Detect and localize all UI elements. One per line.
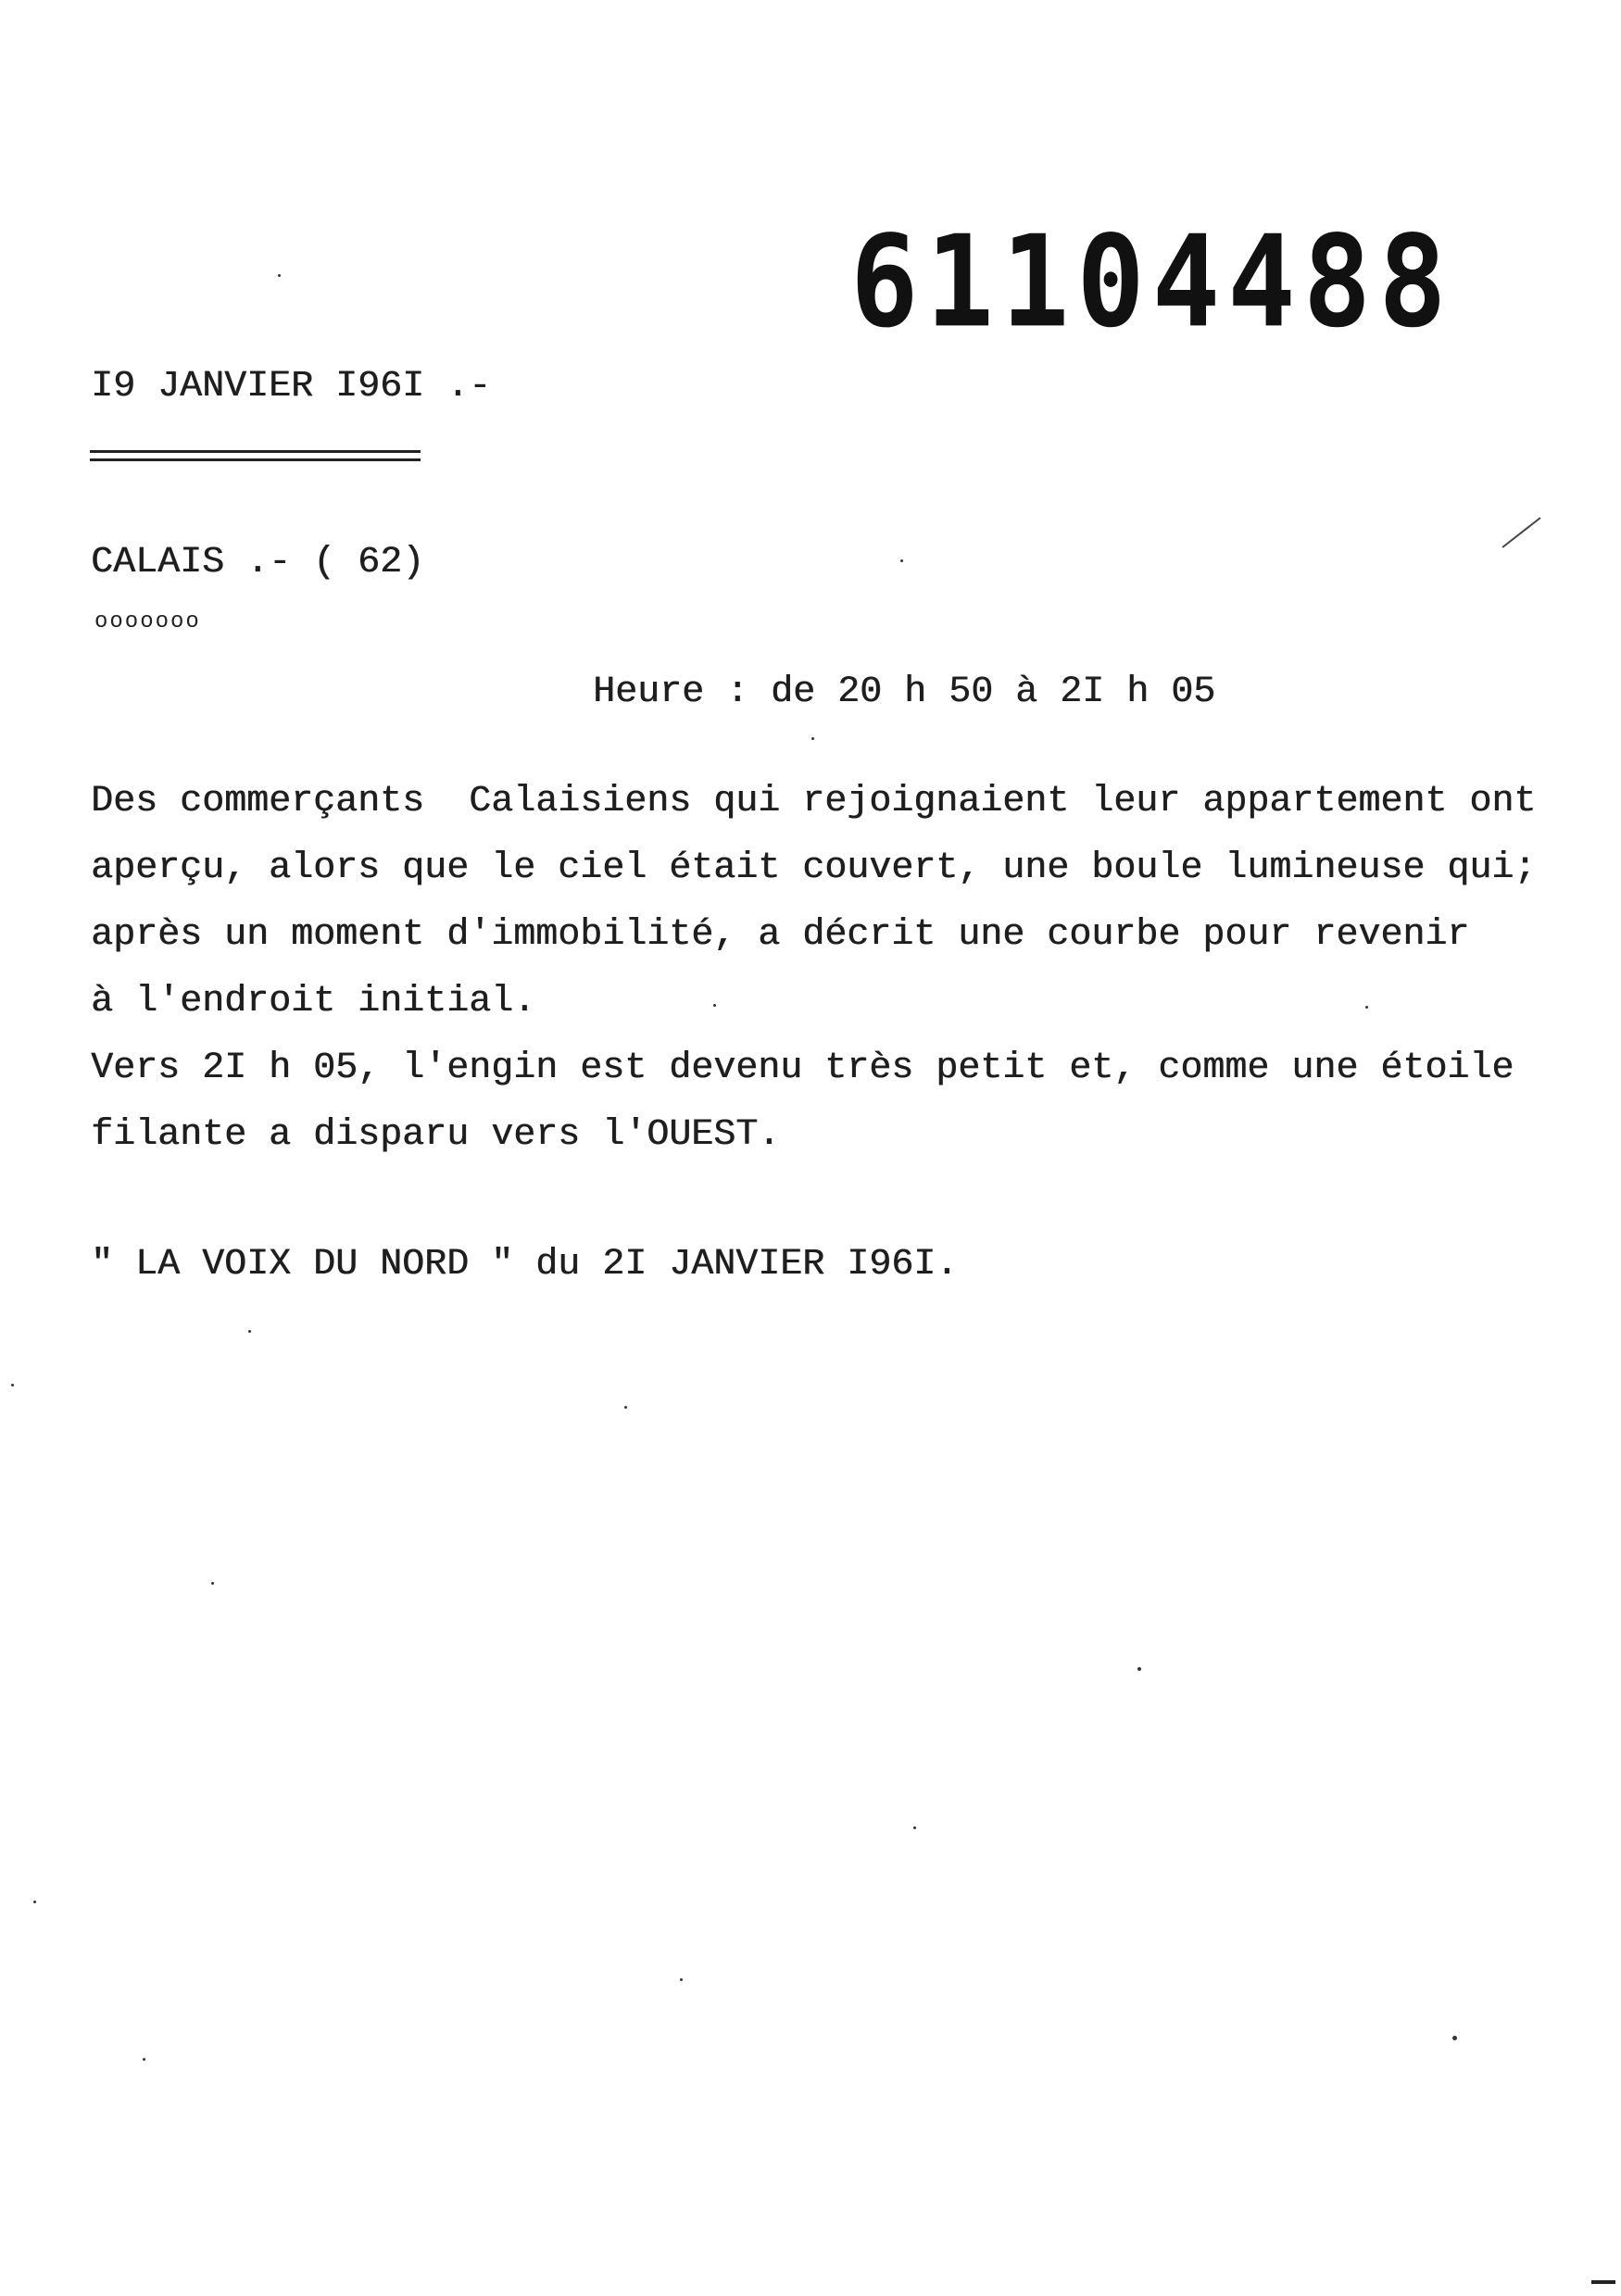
scan-speck xyxy=(900,559,903,562)
body-line: Vers 2I h 05, l'engin est devenu très petit et, comme une étoile xyxy=(91,1048,1514,1089)
scan-speck xyxy=(1452,2036,1457,2040)
body-line: aperçu, alors que le ciel était couvert, une boule lumineuse qui; xyxy=(91,847,1537,889)
scan-speck xyxy=(624,1406,627,1409)
scan-speck xyxy=(811,737,814,740)
scan-speck xyxy=(11,1384,14,1386)
sighting-time: Heure : de 20 h 50 à 2I h 05 xyxy=(593,671,1216,713)
scan-corner-mark xyxy=(1591,2280,1615,2284)
scan-speck xyxy=(913,1826,916,1829)
document-number: 61104488 xyxy=(850,207,1454,356)
body-line: à l'endroit initial. xyxy=(91,981,536,1023)
scan-speck xyxy=(713,1004,716,1007)
scan-speck xyxy=(143,2058,145,2061)
scan-speck xyxy=(211,1582,214,1585)
report-location: CALAIS .- ( 62) xyxy=(91,542,425,583)
location-underline-marks: ooooooo xyxy=(94,609,201,634)
scan-speck xyxy=(33,1901,36,1903)
body-line: filante a disparu vers l'OUEST. xyxy=(91,1114,781,1156)
scan-speck xyxy=(248,1330,251,1333)
date-double-underline xyxy=(90,450,421,461)
scan-speck xyxy=(680,1978,683,1981)
source-citation: " LA VOIX DU NORD " du 2I JANVIER I96I. xyxy=(91,1244,959,1286)
body-line: après un moment d'immobilité, a décrit une courbe pour revenir xyxy=(91,914,1470,956)
scan-speck xyxy=(1365,1006,1368,1009)
scan-pen-mark xyxy=(1502,517,1540,548)
body-line: Des commerçants Calaisiens qui rejoignaient leur appartement ont xyxy=(91,781,1537,822)
scan-speck xyxy=(278,274,281,277)
report-date: I9 JANVIER I96I .- xyxy=(91,366,492,408)
scan-speck xyxy=(1137,1667,1141,1671)
